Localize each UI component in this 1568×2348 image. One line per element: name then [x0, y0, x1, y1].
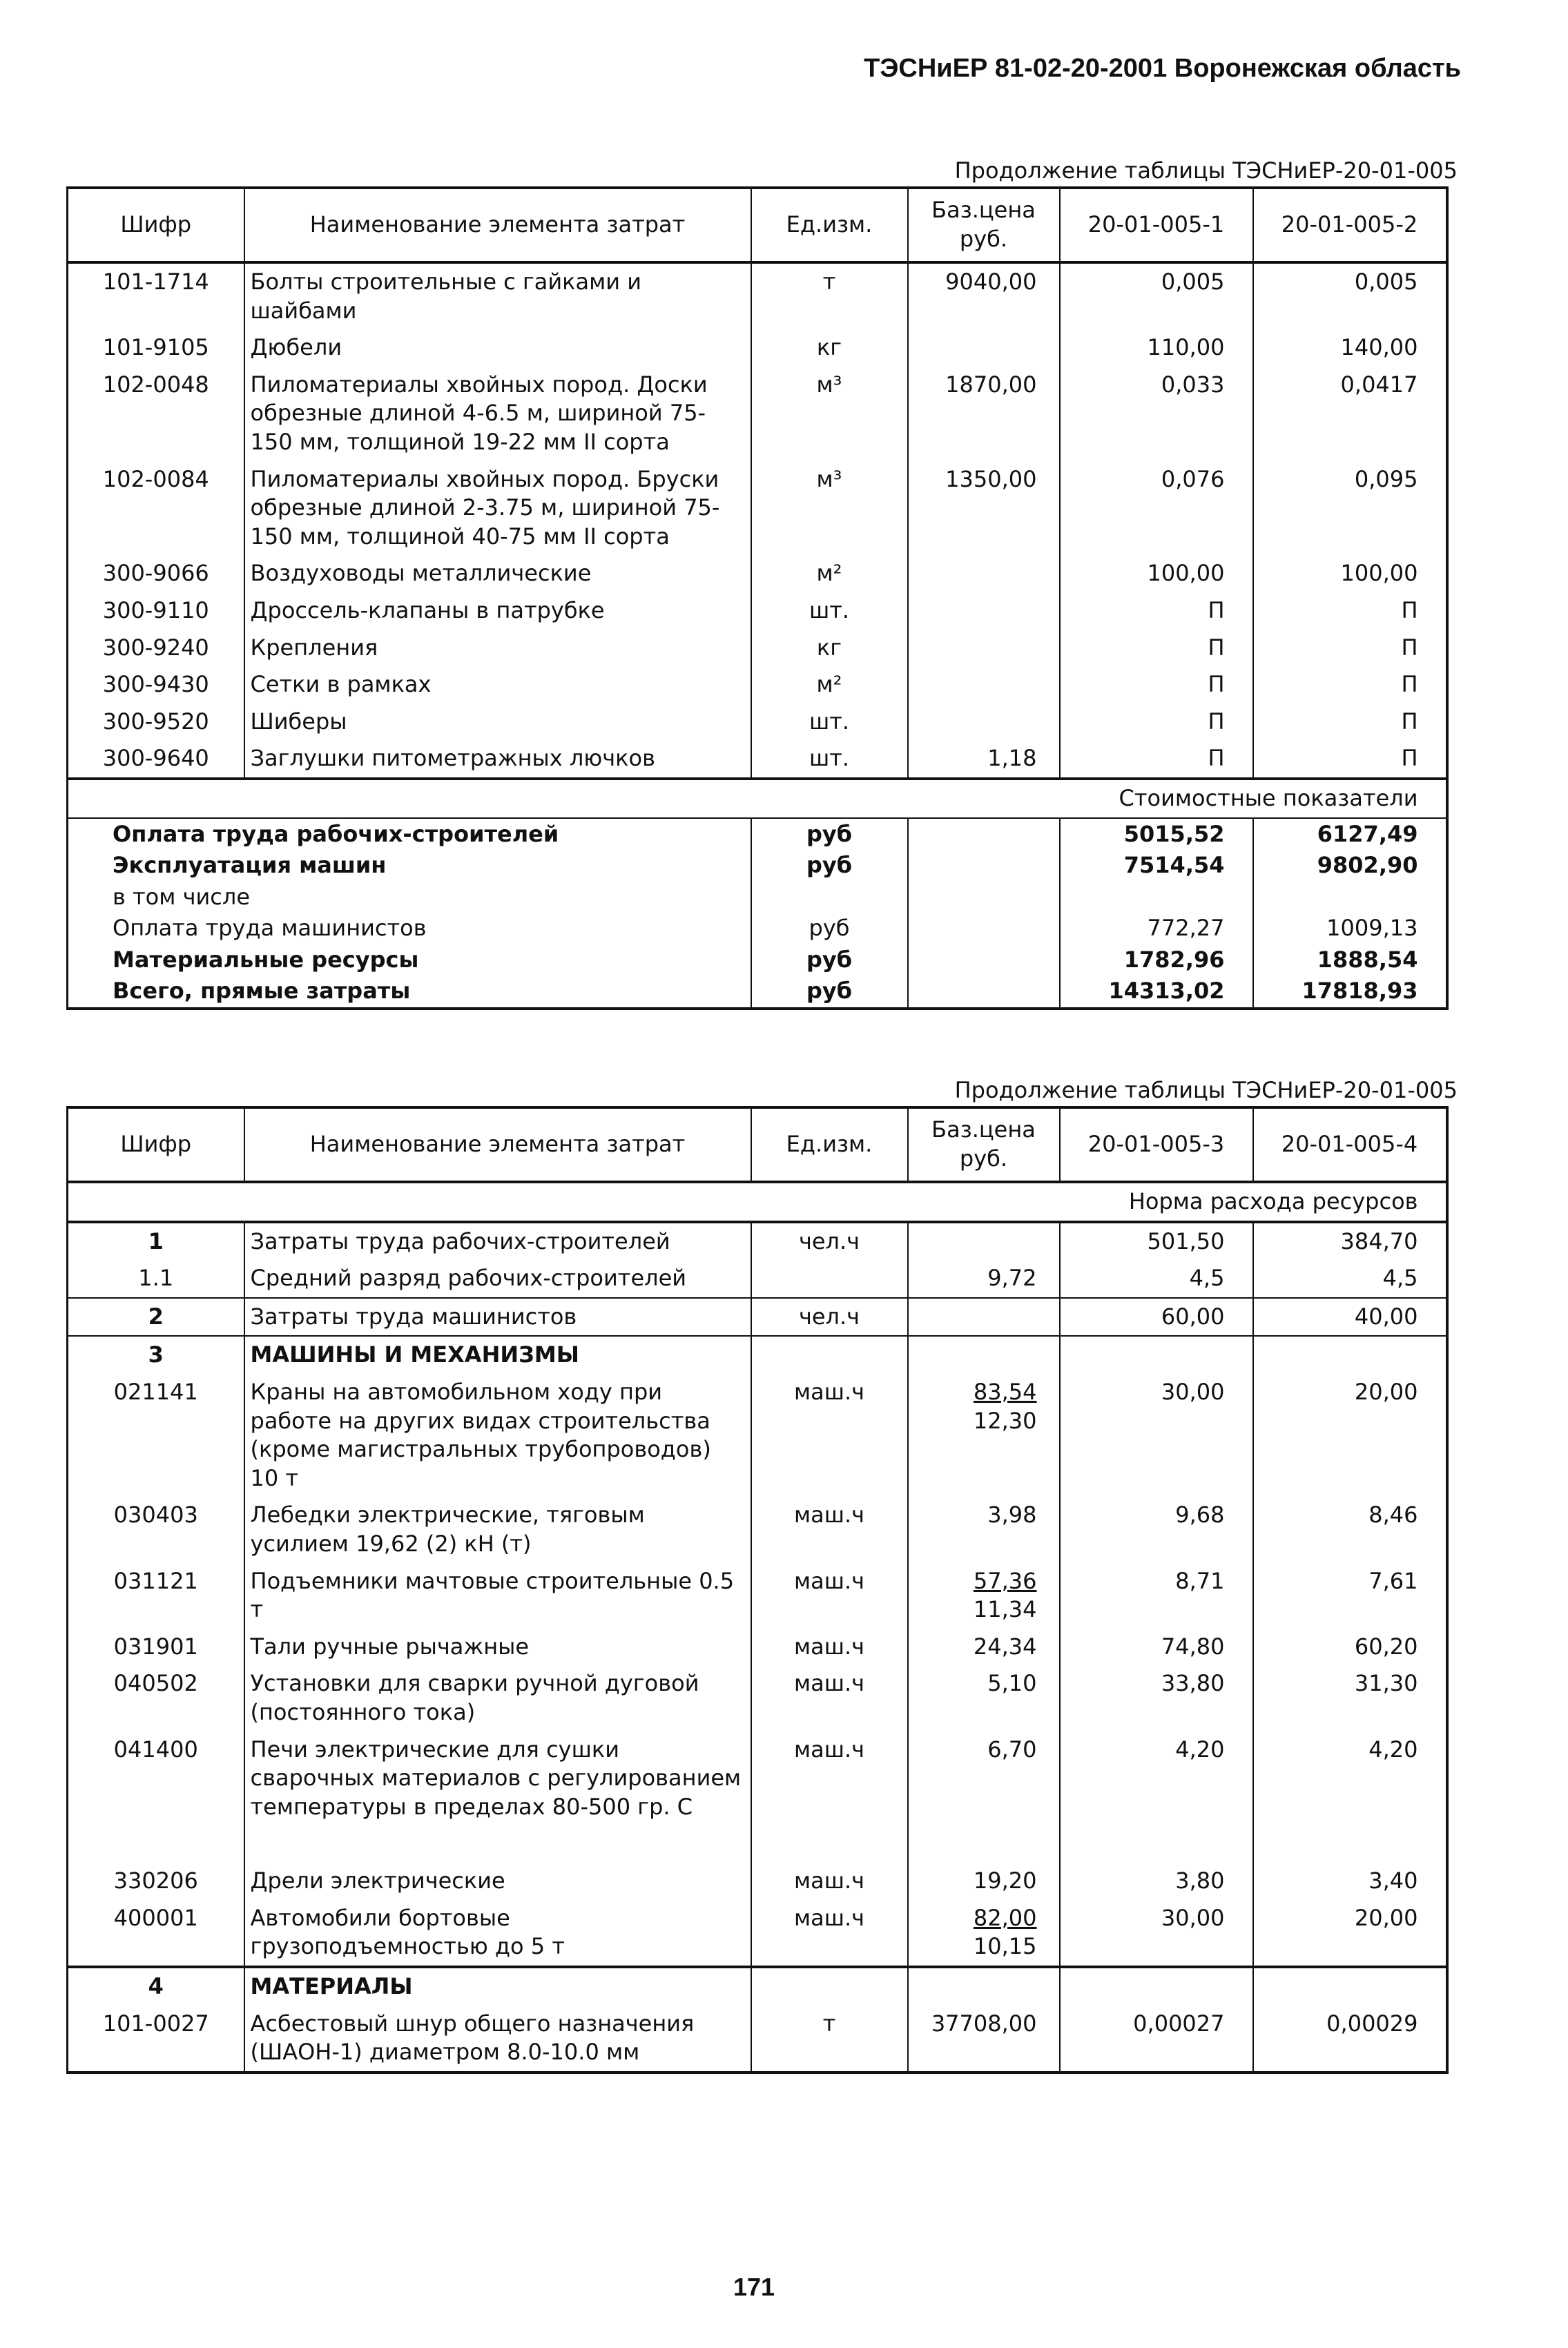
- summary-row: [68, 882, 1447, 913]
- row-unit: т: [751, 262, 908, 329]
- col-b-header: 20-01-005-4: [1253, 1107, 1447, 1182]
- resource-table-1: [66, 186, 1449, 1010]
- row-code: 300-9240: [102, 634, 209, 661]
- row-name: Подъемники мачтовые строительные 0.5 т: [244, 1563, 751, 1629]
- table-row: [68, 1563, 1447, 1629]
- price-main: 19,20: [973, 1867, 1037, 1894]
- summary-name: Оплата труда рабочих-строителей: [68, 818, 751, 851]
- summary-row: [68, 976, 1447, 1009]
- row-code: 041400: [113, 1736, 198, 1763]
- row-price: [908, 2006, 1060, 2073]
- table-row: [68, 1863, 1447, 1900]
- row-price: [908, 555, 1060, 592]
- summary-value-b: 1009,13: [1253, 913, 1447, 944]
- row-unit: шт.: [751, 704, 908, 741]
- row-name: Затраты труда рабочих-строителей: [244, 1222, 751, 1261]
- row-value-a: 33,80: [1060, 1665, 1253, 1731]
- row-code: 040502: [113, 1670, 198, 1697]
- row-price: [908, 1222, 1060, 1261]
- row-name: Асбестовый шнур общего назначения (ШАОН-1) диаметром 8.0-10.0 мм: [244, 2006, 751, 2073]
- row-price: [908, 1336, 1060, 1374]
- row-code: 030403: [113, 1502, 198, 1529]
- row-name: Болты строительные с гайками и шайбами: [244, 262, 751, 329]
- row-value-a: 60,00: [1060, 1298, 1253, 1337]
- summary-empty: [908, 944, 1060, 976]
- summary-unit: руб: [751, 944, 908, 976]
- summary-empty: [908, 976, 1060, 1009]
- row-value-b: 60,20: [1253, 1629, 1447, 1666]
- summary-value-a: [1060, 882, 1253, 913]
- table-row: [68, 1497, 1447, 1562]
- table1-caption: Продолжение таблицы ТЭСНиЕР-20-01-005: [954, 157, 1458, 184]
- section-row: [68, 1967, 1447, 2006]
- row-price: [908, 630, 1060, 667]
- row-price: [908, 1497, 1060, 1562]
- col-unit-header: Ед.изм.: [751, 188, 908, 262]
- row-code: 101-1714: [102, 269, 209, 295]
- row-code: 2: [68, 1298, 244, 1337]
- row-value-b: П: [1253, 740, 1447, 779]
- row-value-b: П: [1253, 630, 1447, 667]
- summary-value-a: 14313,02: [1060, 976, 1253, 1009]
- row-name: Средний разряд рабочих-строителей: [244, 1260, 751, 1298]
- row-price: [908, 1900, 1060, 1967]
- summary-value-a: 7514,54: [1060, 850, 1253, 882]
- table-row: [68, 1900, 1447, 1967]
- summary-value-b: 17818,93: [1253, 976, 1447, 1009]
- section-row: [68, 1336, 1447, 1374]
- row-code: 021141: [113, 1378, 198, 1405]
- table-row: [68, 1374, 1447, 1497]
- summary-name: Всего, прямые затраты: [113, 978, 411, 1005]
- summary-unit: руб: [751, 976, 908, 1009]
- table-row: [68, 1260, 1447, 1298]
- row-unit: м³: [751, 367, 908, 461]
- row-value-b: 384,70: [1253, 1222, 1447, 1261]
- price-main: 57,36: [973, 1567, 1037, 1594]
- row-value-a: П: [1060, 740, 1253, 779]
- row-name: Затраты труда машинистов: [244, 1298, 751, 1337]
- row-unit: чел.ч: [751, 1298, 908, 1337]
- summary-value-a: 5015,52: [1060, 818, 1253, 851]
- row-code: 300-9110: [102, 596, 209, 623]
- price-main: 5,10: [987, 1670, 1037, 1697]
- row-value-a: [1060, 1967, 1253, 2006]
- row-unit: маш.ч: [751, 1497, 908, 1562]
- row-code: 1.1: [138, 1265, 174, 1292]
- price-operator: 12,30: [973, 1407, 1037, 1434]
- row-value-b: 4,20: [1253, 1731, 1447, 1863]
- summary-empty: [908, 882, 1060, 913]
- table-row: [68, 1298, 1447, 1337]
- summary-row: [68, 944, 1447, 976]
- row-unit: маш.ч: [751, 1665, 908, 1731]
- row-unit: [751, 1336, 908, 1374]
- row-code: 1: [68, 1222, 244, 1261]
- row-price: 1350,00: [908, 461, 1060, 556]
- col-a-header: 20-01-005-3: [1060, 1107, 1253, 1182]
- row-unit: [751, 1967, 908, 2006]
- table-row: [68, 1731, 1447, 1863]
- row-value-a: 74,80: [1060, 1629, 1253, 1666]
- row-value-a: 8,71: [1060, 1563, 1253, 1629]
- row-code: 300-9640: [102, 745, 209, 772]
- price-main: 3,98: [987, 1502, 1037, 1529]
- col-name-header: Наименование элемента затрат: [244, 188, 751, 262]
- row-value-b: [1253, 1336, 1447, 1374]
- summary-name: Оплата труда машинистов: [113, 915, 427, 942]
- row-unit: кг: [751, 329, 908, 367]
- row-value-b: 0,0417: [1253, 367, 1447, 461]
- row-price: [908, 1260, 1060, 1298]
- row-value-b: 0,095: [1253, 461, 1447, 556]
- row-value-a: 30,00: [1060, 1374, 1253, 1497]
- col-a-header: 20-01-005-1: [1060, 188, 1253, 262]
- row-value-a: П: [1060, 592, 1253, 630]
- norms-heading-row: [68, 1182, 1447, 1222]
- row-price: [908, 1298, 1060, 1337]
- row-price: 1,18: [908, 740, 1060, 779]
- summary-unit: руб: [751, 850, 908, 882]
- price-main: 9,72: [987, 1265, 1037, 1292]
- row-unit: [751, 1260, 908, 1298]
- row-value-a: 0,00027: [1060, 2006, 1253, 2073]
- row-name: Дроссель-клапаны в патрубке: [244, 592, 751, 630]
- summary-empty: [908, 913, 1060, 944]
- row-value-b: П: [1253, 704, 1447, 741]
- row-name: Сетки в рамках: [244, 666, 751, 704]
- table-row: [68, 1665, 1447, 1731]
- row-value-a: П: [1060, 666, 1253, 704]
- row-value-a: 501,50: [1060, 1222, 1253, 1261]
- resource-table-2: [66, 1106, 1449, 2074]
- row-unit: маш.ч: [751, 1863, 908, 1900]
- summary-value-b: 6127,49: [1253, 818, 1447, 851]
- table-row: [68, 704, 1447, 741]
- summary-row: [68, 913, 1447, 944]
- row-value-b: 7,61: [1253, 1563, 1447, 1629]
- row-price: [908, 1374, 1060, 1497]
- row-name: Заглушки питометражных лючков: [244, 740, 751, 779]
- row-name: Дрели электрические: [244, 1863, 751, 1900]
- summary-row: [68, 818, 1447, 851]
- row-value-b: 40,00: [1253, 1298, 1447, 1337]
- row-name: Лебедки электрические, тяговым усилием 19,62 (2) кН (т): [244, 1497, 751, 1562]
- table-row: [68, 740, 1447, 779]
- row-name: Тали ручные рычажные: [244, 1629, 751, 1666]
- summary-name: Эксплуатация машин: [113, 852, 387, 879]
- col-price-header: Баз.цена руб.: [908, 1107, 1060, 1182]
- row-name: Дюбели: [244, 329, 751, 367]
- row-value-a: П: [1060, 630, 1253, 667]
- row-value-b: 100,00: [1253, 555, 1447, 592]
- row-value-b: 8,46: [1253, 1497, 1447, 1562]
- row-value-b: П: [1253, 592, 1447, 630]
- summary-heading-row: [68, 779, 1447, 818]
- row-code: 3: [68, 1336, 244, 1374]
- row-code: 102-0084: [102, 465, 209, 492]
- row-name: Пиломатериалы хвойных пород. Доски обрезные длиной 4-6.5 м, шириной 75-150 мм, толщиной 19-22 мм II сорта: [244, 367, 751, 461]
- row-name: Автомобили бортовые грузоподъемностью до 5 т: [244, 1900, 751, 1967]
- col-code-header: Шифр: [68, 188, 244, 262]
- row-unit: т: [751, 2006, 908, 2073]
- row-price: [908, 1863, 1060, 1900]
- row-price: 9040,00: [908, 262, 1060, 329]
- summary-row: [68, 850, 1447, 882]
- summary-value-a: 772,27: [1060, 913, 1253, 944]
- row-unit: м²: [751, 666, 908, 704]
- row-value-b: 3,40: [1253, 1863, 1447, 1900]
- price-main: 6,70: [987, 1736, 1037, 1763]
- row-code: 4: [68, 1967, 244, 2006]
- row-price: [908, 1665, 1060, 1731]
- price-operator: 11,34: [973, 1596, 1037, 1623]
- row-value-a: 9,68: [1060, 1497, 1253, 1562]
- row-code: 300-9430: [102, 671, 209, 698]
- row-value-a: [1060, 1336, 1253, 1374]
- row-name: Печи электрические для сушки сварочных материалов с регулированием температуры в пределах 80-500 гр. С: [244, 1731, 751, 1863]
- row-code: 400001: [113, 1904, 198, 1931]
- summary-unit: руб: [751, 818, 908, 851]
- summary-value-b: [1253, 882, 1447, 913]
- price-operator: 10,15: [973, 1933, 1037, 1960]
- row-name: Краны на автомобильном ходу при работе на других видах строительства (кроме магистральных трубопроводов) 10 т: [244, 1374, 751, 1497]
- summary-name: в том числе: [113, 883, 250, 910]
- row-unit: чел.ч: [751, 1222, 908, 1261]
- row-price: [908, 1629, 1060, 1666]
- norms-heading: Норма расхода ресурсов: [1128, 1188, 1418, 1214]
- table2-header-row: [68, 1107, 1447, 1182]
- row-value-a: 4,20: [1060, 1731, 1253, 1863]
- page-header-title: ТЭСНиЕР 81-02-20-2001 Воронежская область: [864, 54, 1461, 83]
- table-row: [68, 367, 1447, 461]
- row-value-b: 140,00: [1253, 329, 1447, 367]
- row-value-b: 31,30: [1253, 1665, 1447, 1731]
- summary-unit: [751, 882, 908, 913]
- row-value-a: П: [1060, 704, 1253, 741]
- row-unit: маш.ч: [751, 1374, 908, 1497]
- page-number: 171: [733, 2273, 775, 2301]
- summary-value-b: 9802,90: [1253, 850, 1447, 882]
- row-price: [908, 1563, 1060, 1629]
- col-b-header: 20-01-005-2: [1253, 188, 1447, 262]
- col-code-header: Шифр: [68, 1107, 244, 1182]
- price-main: 83,54: [973, 1378, 1037, 1405]
- row-price: [908, 592, 1060, 630]
- summary-name: Материальные ресурсы: [113, 946, 419, 973]
- row-unit: маш.ч: [751, 1563, 908, 1629]
- row-value-b: 4,5: [1253, 1260, 1447, 1298]
- row-value-b: 20,00: [1253, 1374, 1447, 1497]
- row-price: [908, 1731, 1060, 1863]
- summary-unit: руб: [751, 913, 908, 944]
- table-row: [68, 666, 1447, 704]
- row-unit: м³: [751, 461, 908, 556]
- summary-value-b: 1888,54: [1253, 944, 1447, 976]
- row-name: Шиберы: [244, 704, 751, 741]
- row-value-b: 0,00029: [1253, 2006, 1447, 2073]
- row-value-b: 20,00: [1253, 1900, 1447, 1967]
- table-row: [68, 555, 1447, 592]
- row-value-a: 0,005: [1060, 262, 1253, 329]
- col-unit-header: Ед.изм.: [751, 1107, 908, 1182]
- row-value-b: [1253, 1967, 1447, 2006]
- summary-heading: Стоимостные показатели: [68, 779, 1447, 818]
- row-unit: маш.ч: [751, 1629, 908, 1666]
- row-unit: кг: [751, 630, 908, 667]
- row-code: 330206: [113, 1867, 198, 1894]
- row-name: Воздуховоды металлические: [244, 555, 751, 592]
- table1-header-row: [68, 188, 1447, 262]
- price-main: 82,00: [973, 1904, 1037, 1931]
- section-title: МАШИНЫ И МЕХАНИЗМЫ: [244, 1336, 751, 1374]
- price-main: 24,34: [973, 1633, 1037, 1660]
- price-main: 37708,00: [931, 2010, 1037, 2037]
- table-row: [68, 630, 1447, 667]
- row-name: Установки для сварки ручной дуговой (постоянного тока): [244, 1665, 751, 1731]
- row-unit: м²: [751, 555, 908, 592]
- row-unit: шт.: [751, 592, 908, 630]
- table-row: [68, 461, 1447, 556]
- row-value-b: П: [1253, 666, 1447, 704]
- summary-empty: [908, 818, 1060, 851]
- row-value-a: 0,033: [1060, 367, 1253, 461]
- row-price: [908, 329, 1060, 367]
- table-row: [68, 2006, 1447, 2073]
- row-code: 300-9520: [102, 708, 209, 735]
- row-code: 300-9066: [102, 560, 209, 587]
- table-row: [68, 1629, 1447, 1666]
- col-price-header: Баз.цена руб.: [908, 188, 1060, 262]
- row-price: [908, 666, 1060, 704]
- row-unit: маш.ч: [751, 1900, 908, 1967]
- row-value-a: 30,00: [1060, 1900, 1253, 1967]
- row-name: Пиломатериалы хвойных пород. Бруски обрезные длиной 2-3.75 м, шириной 75-150 мм, толщиной 40-75 мм II сорта: [244, 461, 751, 556]
- row-value-a: 110,00: [1060, 329, 1253, 367]
- row-name: Крепления: [244, 630, 751, 667]
- table2-caption: Продолжение таблицы ТЭСНиЕР-20-01-005: [954, 1077, 1458, 1103]
- summary-empty: [908, 850, 1060, 882]
- section-title: МАТЕРИАЛЫ: [244, 1967, 751, 2006]
- row-value-b: 0,005: [1253, 262, 1447, 329]
- row-price: [908, 704, 1060, 741]
- row-value-a: 3,80: [1060, 1863, 1253, 1900]
- table-row: [68, 1222, 1447, 1261]
- row-unit: маш.ч: [751, 1731, 908, 1863]
- row-value-a: 4,5: [1060, 1260, 1253, 1298]
- table-row: [68, 329, 1447, 367]
- table-row: [68, 592, 1447, 630]
- row-code: 031121: [113, 1567, 198, 1594]
- row-code: 031901: [113, 1633, 198, 1660]
- row-price: [908, 1967, 1060, 2006]
- col-name-header: Наименование элемента затрат: [244, 1107, 751, 1182]
- row-value-a: 100,00: [1060, 555, 1253, 592]
- row-value-a: 0,076: [1060, 461, 1253, 556]
- row-unit: шт.: [751, 740, 908, 779]
- row-code: 101-0027: [102, 2010, 209, 2037]
- row-code: 101-9105: [102, 334, 209, 361]
- row-code: 102-0048: [102, 371, 209, 398]
- table-row: [68, 262, 1447, 329]
- row-price: 1870,00: [908, 367, 1060, 461]
- summary-value-a: 1782,96: [1060, 944, 1253, 976]
